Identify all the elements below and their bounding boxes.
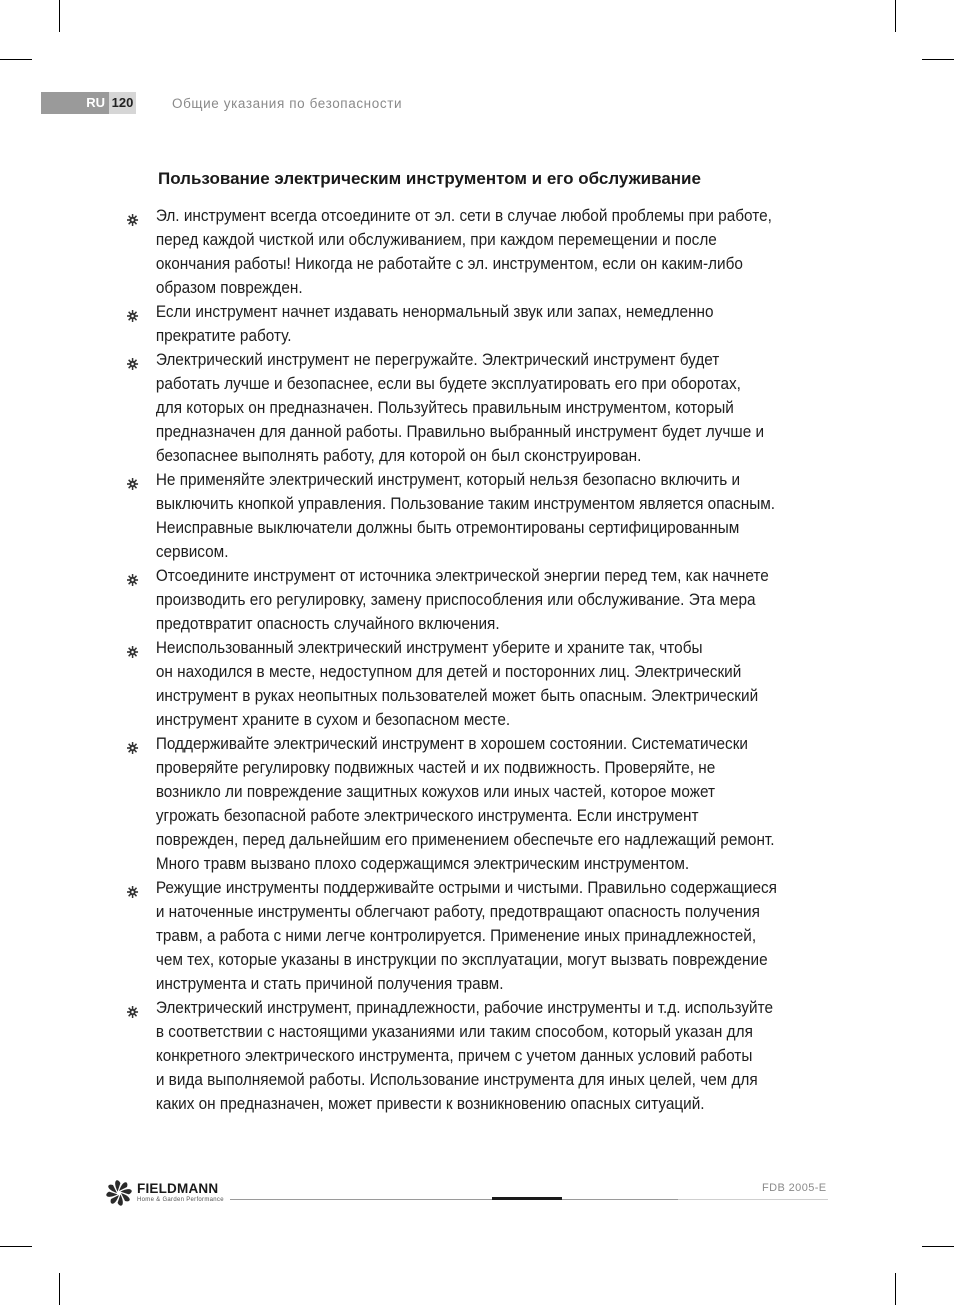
crop-mark — [0, 1246, 32, 1247]
crop-mark — [59, 0, 60, 32]
list-item — [127, 468, 853, 564]
section-title: Пользование электрическим инструментом и его обслуживание — [158, 169, 701, 188]
list-item-line: инструмент в руках неопытных пользователей может быть опасным. Электрический — [155, 687, 759, 705]
list-item-line: Много травм вызвано плохо содержащимся электрическим инструментом. — [155, 855, 690, 873]
list-item-line: Если инструмент начнет издавать ненормальный звук или запах, немедленно — [155, 303, 714, 321]
list-item — [127, 300, 853, 348]
list-item-line: Эл. инструмент всегда отсоедините от эл. сети в случае любой проблемы при работе, — [155, 207, 772, 225]
brand-tagline: Home & Garden Performance — [137, 1197, 224, 1203]
fieldmann-swirl-icon — [103, 1177, 135, 1209]
list-item — [127, 732, 853, 876]
gear-bullet-icon — [127, 569, 138, 581]
list-item-line: инструмент храните в сухом и безопасном месте. — [155, 711, 511, 729]
gear-bullet-icon — [127, 473, 138, 485]
header-title: Общие указания по безопасности — [172, 96, 403, 111]
footer-divider-light — [678, 1199, 828, 1200]
list-item-line: производить его регулировку, замену приспособления или обслуживание. Эта мера — [155, 591, 756, 609]
list-item-line: проверяйте регулировку подвижных частей и их подвижность. Проверяйте, не — [155, 759, 716, 777]
crop-mark — [895, 0, 896, 32]
gear-bullet-icon — [127, 1001, 138, 1013]
page-number: 120 — [109, 92, 136, 114]
crop-mark — [895, 1273, 896, 1305]
list-item — [127, 204, 853, 300]
gear-bullet-icon — [127, 881, 138, 893]
list-item-line: конкретного электрического инструмента, причем с учетом данных условий работы — [155, 1047, 753, 1065]
crop-mark — [59, 1273, 60, 1305]
list-item-line: Неисправные выключатели должны быть отремонтированы сертифицированным — [155, 519, 740, 537]
list-item-line: работать лучше и безопаснее, если вы будете эксплуатировать его при оборотах, — [155, 375, 741, 393]
list-item-line: образом поврежден. — [155, 279, 303, 297]
list-item — [127, 636, 853, 732]
gear-bullet-icon — [127, 737, 138, 749]
list-item-line: Поддерживайте электрический инструмент в хорошем состоянии. Систематически — [155, 735, 749, 753]
list-item — [127, 348, 853, 468]
gear-bullet-icon — [127, 209, 138, 221]
list-item-line: угрожать безопасной работе электрического инструмента. Если инструмент — [155, 807, 699, 825]
list-item-line: инструмента и стать причиной получения травм. — [155, 975, 504, 993]
list-item-line: поврежден, перед дальнейшим его применением обеспечьте его надлежащий ремонт. — [155, 831, 775, 849]
list-item-line: возникло ли повреждение защитных кожухов или иных частей, которое может — [155, 783, 716, 801]
list-item — [127, 564, 853, 636]
footer-divider-accent — [492, 1197, 562, 1200]
list-item-line: Не применяйте электрический инструмент, который нельзя безопасно включить и — [155, 471, 741, 489]
crop-mark — [922, 59, 954, 60]
list-item-line: Неиспользованный электрический инструмент уберите и храните так, чтобы — [155, 639, 703, 657]
gear-bullet-icon — [127, 305, 138, 317]
list-item-line: сервисом. — [155, 543, 229, 561]
bullet-list — [127, 204, 827, 1116]
language-tag: RU — [41, 92, 109, 114]
list-item-line: для которых он предназначен. Пользуйтесь правильным инструментом, который — [155, 399, 734, 417]
list-item-line: Отсоедините инструмент от источника электрической энергии перед тем, как начнете — [155, 567, 769, 585]
list-item-line: травм, а работа с ними легче контролируется. Применение иных принадлежностей, — [155, 927, 757, 945]
list-item-line: предотвратит опасность случайного включения. — [155, 615, 500, 633]
list-item-line: чем тех, которые указаны в инструкции по эксплуатации, могут вызвать повреждение — [155, 951, 768, 969]
brand-name: FIELDMANN — [137, 1181, 219, 1196]
gear-bullet-icon — [127, 641, 138, 653]
list-item-line: окончания работы! Никогда не работайте с эл. инструментом, если он каким-либо — [155, 255, 743, 273]
crop-mark — [922, 1246, 954, 1247]
list-item-line: Электрический инструмент, принадлежности, рабочие инструменты и т.д. используйте — [155, 999, 773, 1017]
list-item — [127, 996, 853, 1116]
list-item-line: и наточенные инструменты облегчают работу, предотвращают опасность получения — [155, 903, 760, 921]
list-item-line: выключить кнопкой управления. Пользование таким инструментом является опасным. — [155, 495, 776, 513]
list-item — [127, 876, 853, 996]
list-item-line: предназначен для данной работы. Правильно выбранный инструмент будет лучше и — [155, 423, 765, 441]
list-item-line: Режущие инструменты поддерживайте острыми и чистыми. Правильно содержащиеся — [155, 879, 777, 897]
list-item-line: перед каждой чисткой или обслуживанием, при каждом перемещении и после — [155, 231, 717, 249]
list-item-line: безопаснее выполнять работу, для которой он был сконструирован. — [155, 447, 642, 465]
list-item-line: и вида выполняемой работы. Использование инструмента для иных целей, чем для — [155, 1071, 758, 1089]
crop-mark — [0, 59, 32, 60]
list-item-line: прекратите работу. — [155, 327, 292, 345]
list-item-line: каких он предназначен, может привести к возникновению опасных ситуаций. — [155, 1095, 705, 1113]
fieldmann-logo — [103, 1177, 233, 1209]
list-item-line: в соответствии с настоящими указаниями или таким способом, который указан для — [155, 1023, 753, 1041]
gear-bullet-icon — [127, 353, 138, 365]
model-code: FDB 2005-E — [762, 1182, 827, 1194]
list-item-line: Электрический инструмент не перегружайте. Электрический инструмент будет — [155, 351, 720, 369]
list-item-line: он находился в месте, недоступном для детей и посторонних лиц. Электрический — [155, 663, 742, 681]
